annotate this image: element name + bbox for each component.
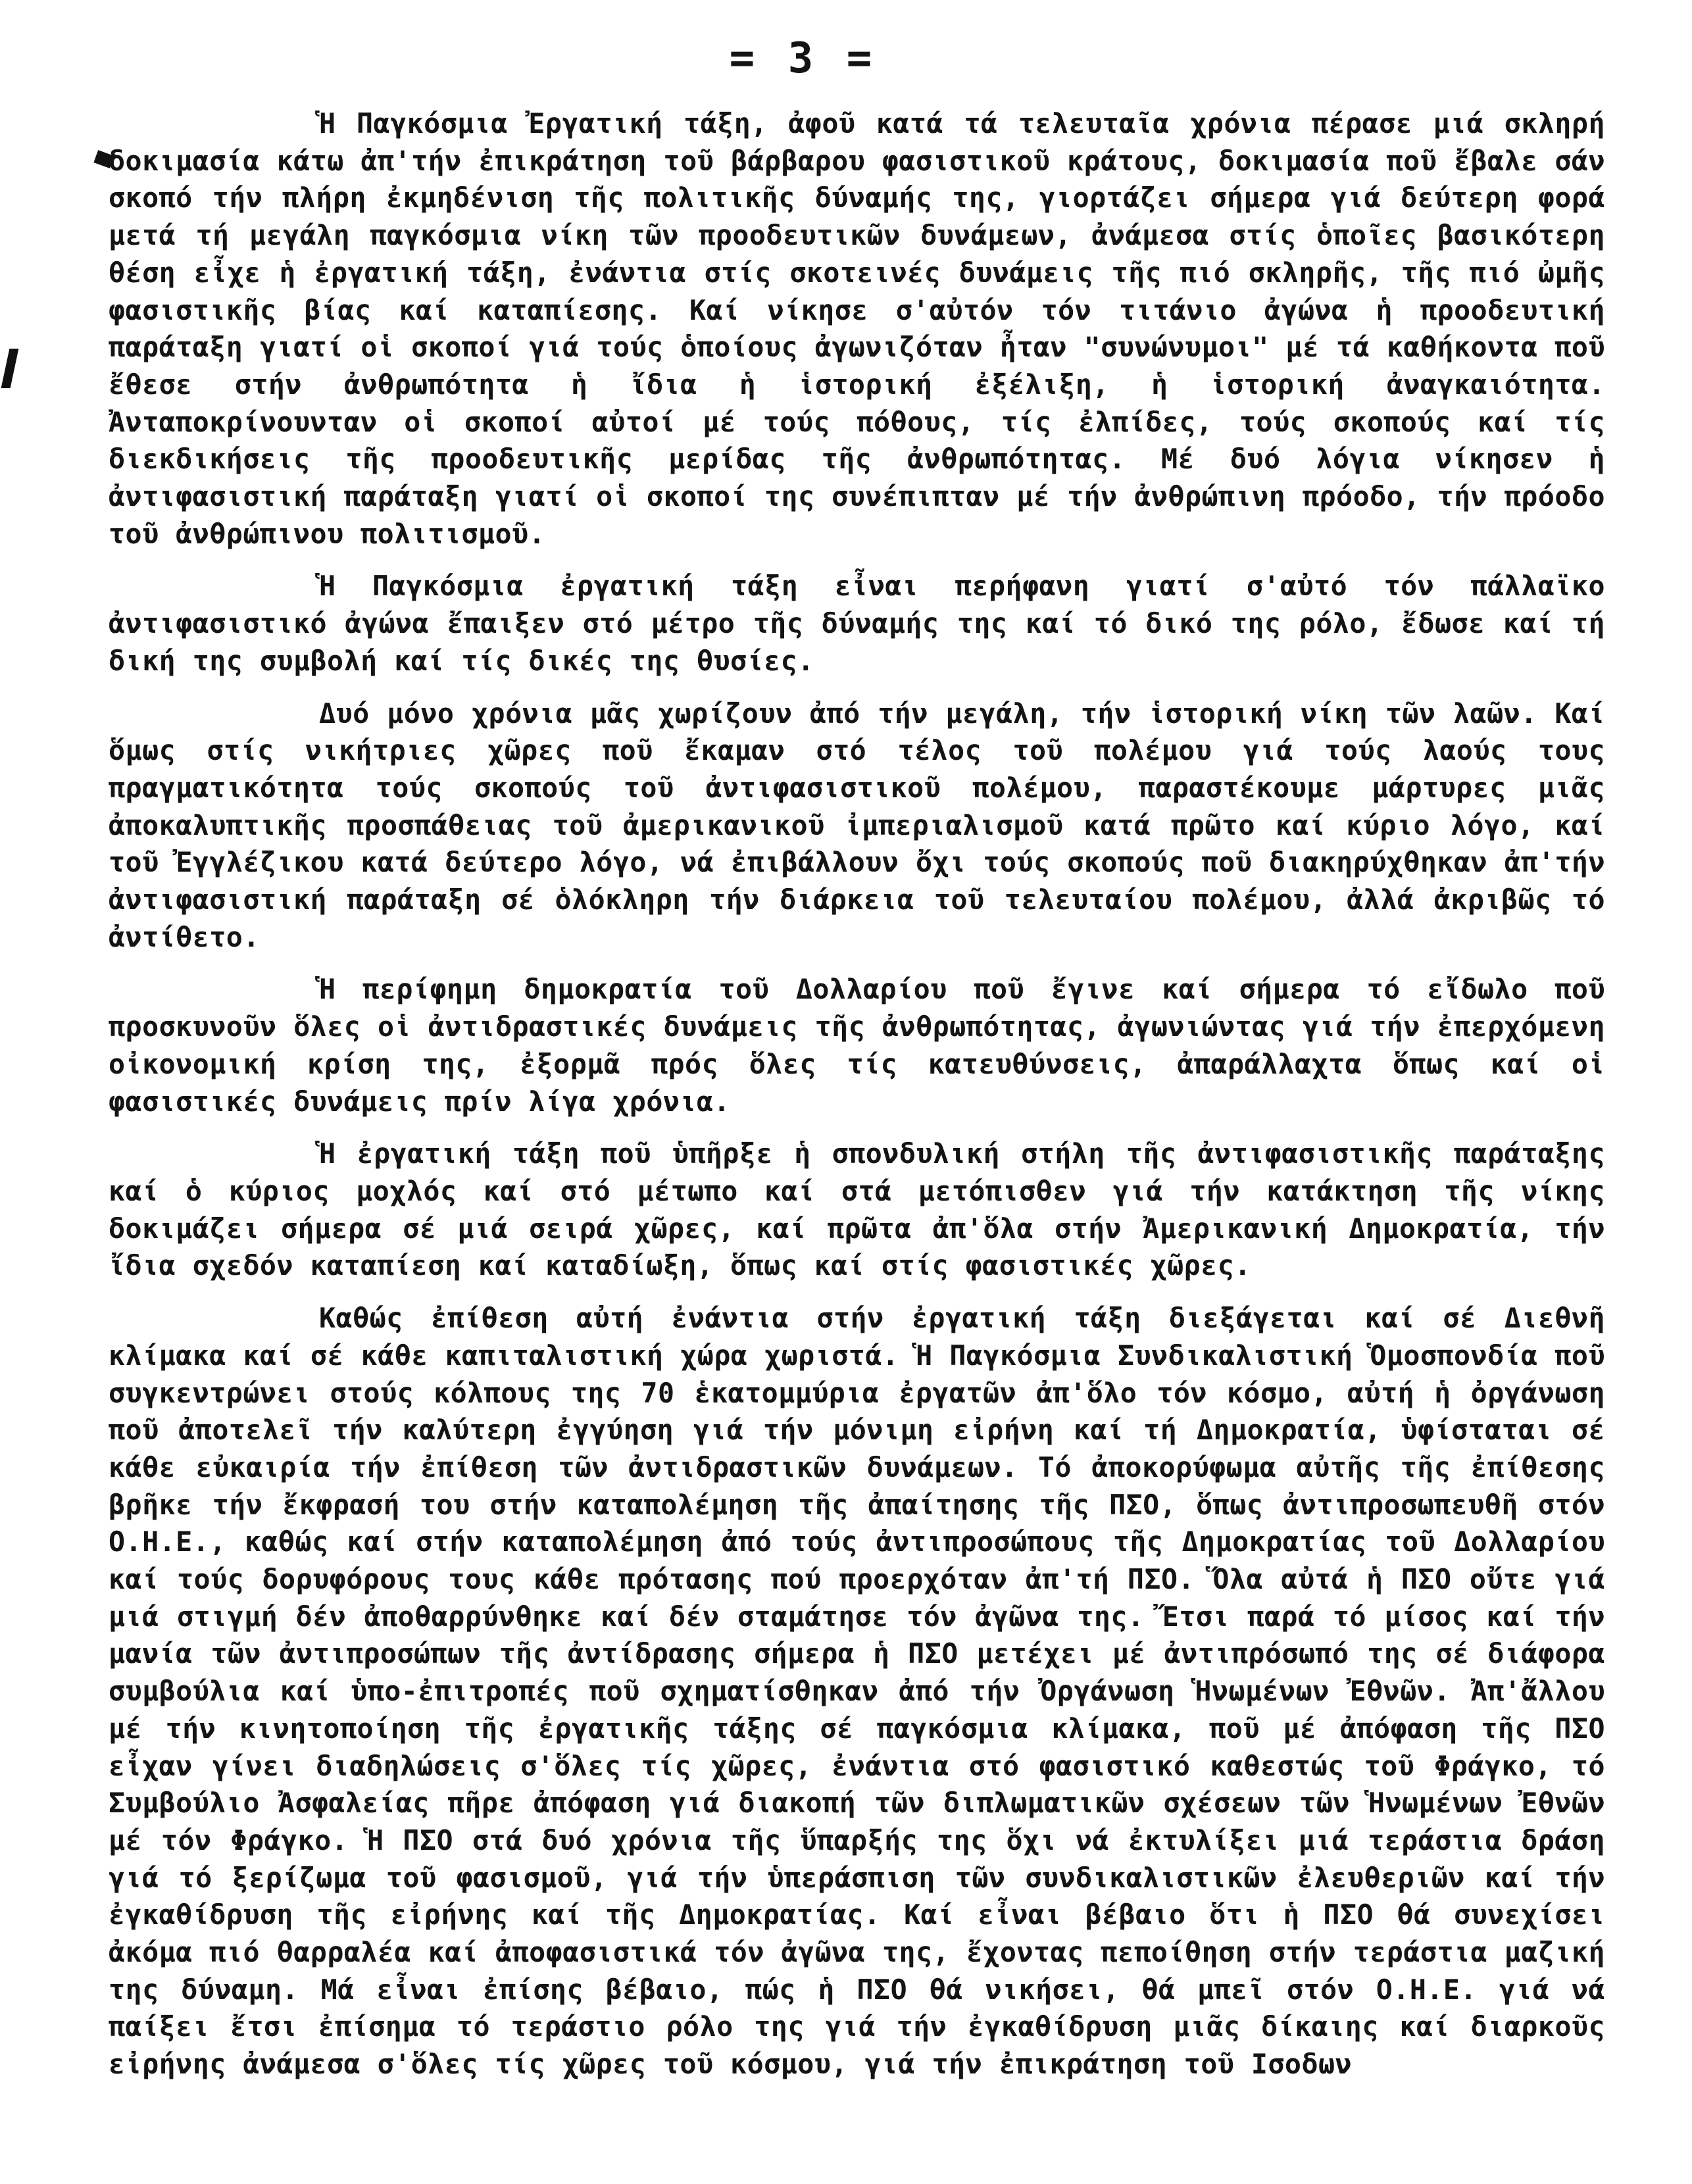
paragraph: Ἡ Παγκόσμια Ἐργατική τάξη, ἀφοῦ κατά τά τελευταῖα χρόνια πέρασε μιά σκληρή δοκιμασία κάτω ἀπ'τήν ἐπικράτηση τοῦ βάρβαρου φασιστικοῦ κράτους, δοκιμασία ποῦ ἔβαλε σάν σκοπό τήν πλήρη ἐκμηδένιση τῆς πολιτικῆς δύναμής της, γιορτάζει σήμερα γιά δεύτερη φορά μετά τή μεγάλη παγκόσμια νίκη τῶν προοδευτικῶν δυνάμεων, ἀνάμεσα στίς ὁποῖες βασικότερη θέση εἶχε ἡ ἐργατική τάξη, ἐνάντια στίς σκοτεινές δυνάμεις τῆς πιό σκληρῆς, τῆς πιό ὠμῆς φασιστικῆς βίας καί καταπίεσης. Καί νίκησε σ'αὐτόν τόν τιτάνιο ἀγώνα ἡ προοδευτική παράταξη γιατί οἱ σκοποί γιά τούς ὁποίους ἀγωνιζόταν ἦταν "συνώνυμοι" μέ τά καθήκοντα ποῦ ἔθεσε στήν ἀνθρωπότητα ἡ ἴδια ἡ ἱστορική ἐξέλιξη, ἡ ἱστορική ἀναγκαιότητα. Ἀνταποκρίνουνταν οἱ σκοποί αὐτοί μέ τούς πόθους, τίς ἐλπίδες, τούς σκοπούς καί τίς διεκδικήσεις τῆς προοδευτικῆς μερίδας τῆς ἀνθρωπότητας. Μέ δυό λόγια νίκησεν ἡ ἀντιφασιστική παράταξη γιατί οἱ σκοποί της συνέπιπταν μέ τήν ἀνθρώπινη πρόοδο, τήν πρόοδο τοῦ ἀνθρώπινου πολιτισμοῦ. <box>109 107 1605 550</box>
paragraph: Ἡ περίφημη δημοκρατία τοῦ Δολλαρίου ποῦ ἔγινε καί σήμερα τό εἴδωλο ποῦ προσκυνοῦν ὅλες οἱ ἀντιδραστικές δυνάμεις τῆς ἀνθρωπότητας, ἀγωνιώντας γιά τήν ἐπερχόμενη οἰκονομική κρίση της, ἐξορμᾶ πρός ὅλες τίς κατευθύνσεις, ἀπαράλλαχτα ὅπως καί οἱ φασιστικές δυνάμεις πρίν λίγα χρόνια. <box>109 973 1605 1118</box>
document-body <box>109 105 1605 2083</box>
page-number: = 3 = <box>729 34 876 83</box>
paragraph: Ἡ Παγκόσμια ἐργατική τάξη εἶναι περήφανη γιατί σ'αὐτό τόν πάλλαϊκο ἀντιφασιστικό ἀγώνα ἔπαιξεν στό μέτρο τῆς δύναμής της καί τό δικό της ρόλο, ἔδωσε καί τή δική της συμβολή καί τίς δικές της θυσίες. <box>109 570 1605 677</box>
paragraph: Δυό μόνο χρόνια μᾶς χωρίζουν ἀπό τήν μεγάλη, τήν ἱστορική νίκη τῶν λαῶν. Καί ὅμως στίς νικήτριες χῶρες ποῦ ἔκαμαν στό τέλος τοῦ πολέμου γιά τούς λαούς τους πραγματικότητα τούς σκοπούς τοῦ ἀντιφασιστικοῦ πολέμου, παραστέκουμε μάρτυρες μιᾶς ἀποκαλυπτικῆς προσπάθειας τοῦ ἀμερικανικοῦ ἰμπεριαλισμοῦ κατά πρῶτο καί κύριο λόγο, καί τοῦ Ἐγγλέζικου κατά δεύτερο λόγο, νά ἐπιβάλλουν ὄχι τούς σκοπούς ποῦ διακηρύχθηκαν ἀπ'τήν ἀντιφασιστική παράταξη σέ ὁλόκληρη τήν διάρκεια τοῦ τελευταίου πολέμου, ἀλλά ἀκριβῶς τό ἀντίθετο. <box>109 697 1605 953</box>
paragraph: Ἡ ἐργατική τάξη ποῦ ὑπῆρξε ἡ σπονδυλική στήλη τῆς ἀντιφασιστικῆς παράταξης καί ὁ κύριος μοχλός καί στό μέτωπο καί στά μετόπισθεν γιά τήν κατάκτηση τῆς νίκης δοκιμάζει σήμερα σέ μιά σειρά χῶρες, καί πρῶτα ἀπ'ὅλα στήν Ἀμερικανική Δημοκρατία, τήν ἴδια σχεδόν καταπίεση καί καταδίωξη, ὅπως καί στίς φασιστικές χῶρες. <box>109 1137 1605 1282</box>
paragraph: Καθώς ἐπίθεση αὐτή ἐνάντια στήν ἐργατική τάξη διεξάγεται καί σέ Διεθνῆ κλίμακα καί σέ κάθε καπιταλιστική χώρα χωριστά. Ἡ Παγκόσμια Συνδικαλιστική Ὁμοσπονδία ποῦ συγκεντρώνει στούς κόλπους της 70 ἑκατομμύρια ἐργατῶν ἀπ'ὅλο τόν κόσμο, αὐτή ἡ ὀργάνωση ποῦ ἀποτελεῖ τήν καλύτερη ἐγγύηση γιά τήν μόνιμη εἰρήνη καί τή Δημοκρατία, ὑφίσταται σέ κάθε εὐκαιρία τήν ἐπίθεση τῶν ἀντιδραστικῶν δυνάμεων. Τό ἀποκορύφωμα αὐτῆς τῆς ἐπίθεσης βρῆκε τήν ἔκφρασή του στήν καταπολέμηση τῆς ἀπαίτησης τῆς ΠΣΟ, ὅπως ἀντιπροσωπευθῆ στόν Ο.Η.Ε., καθώς καί στήν καταπολέμηση ἀπό τούς ἀντιπροσώπους τῆς Δημοκρατίας τοῦ Δολλαρίου καί τούς δορυφόρους τους κάθε πρότασης πού προερχόταν ἀπ'τή ΠΣΟ. Ὅλα αὐτά ἡ ΠΣΟ οὔτε γιά μιά στιγμή δέν ἀποθαρρύνθηκε καί δέν σταμάτησε τόν ἀγῶνα της. Ἔτσι παρά τό μίσος καί τήν μανία τῶν ἀντιπροσώπων τῆς ἀντίδρασης σήμερα ἡ ΠΣΟ μετέχει μέ ἀντιπρόσωπό της σέ διάφορα συμβούλια καί ὑπο-ἐπιτροπές ποῦ σχηματίσθηκαν ἀπό τήν Ὀργάνωση Ἡνωμένων Ἐθνῶν. Ἀπ'ἄλλου μέ τήν κινητοποίηση τῆς ἐργατικῆς τάξης σέ παγκόσμια κλίμακα, ποῦ μέ ἀπόφαση τῆς ΠΣΟ εἶχαν γίνει διαδηλώσεις σ'ὅλες τίς χῶρες, ἐνάντια στό φασιστικό καθεστώς τοῦ Φράγκο, τό Συμβούλιο Ἀσφαλείας πῆρε ἀπόφαση γιά διακοπή τῶν διπλωματικῶν σχέσεων τῶν Ἡνωμένων Ἐθνῶν μέ τόν Φράγκο. Ἡ ΠΣΟ στά δυό χρόνια τῆς ὕπαρξής της ὅχι νά ἐκτυλίξει μιά τεράστια δράση γιά τό ξερίζωμα τοῦ φασισμοῦ, γιά τήν ὑπεράσπιση τῶν συνδικαλιστικῶν ἐλευθεριῶν καί τήν ἐγκαθίδρυση τῆς εἰρήνης καί τῆς Δημοκρατίας. Καί εἶναι βέβαιο ὅτι ἡ ΠΣΟ θά συνεχίσει ἀκόμα πιό θαρραλέα καί ἀποφασιστικά τόν ἀγῶνα της, ἔχοντας πεποίθηση στήν τεράστια μαζική της δύναμη. Μά εἶναι ἐπίσης βέβαιο, πώς ἡ ΠΣΟ θά νικήσει, θά μπεῖ στόν Ο.Η.Ε. γιά νά παίξει ἔτσι ἐπίσημα τό τεράστιο ρόλο της γιά τήν ἐγκαθίδρυση μιᾶς δίκαιης καί διαρκοῦς εἰρήνης ἀνάμεσα σ'ὅλες τίς χῶρες τοῦ κόσμου, γιά τήν ἐπικράτηση τοῦ Ισοδων <box>109 1302 1605 2081</box>
left-margin-mark <box>1 349 19 388</box>
